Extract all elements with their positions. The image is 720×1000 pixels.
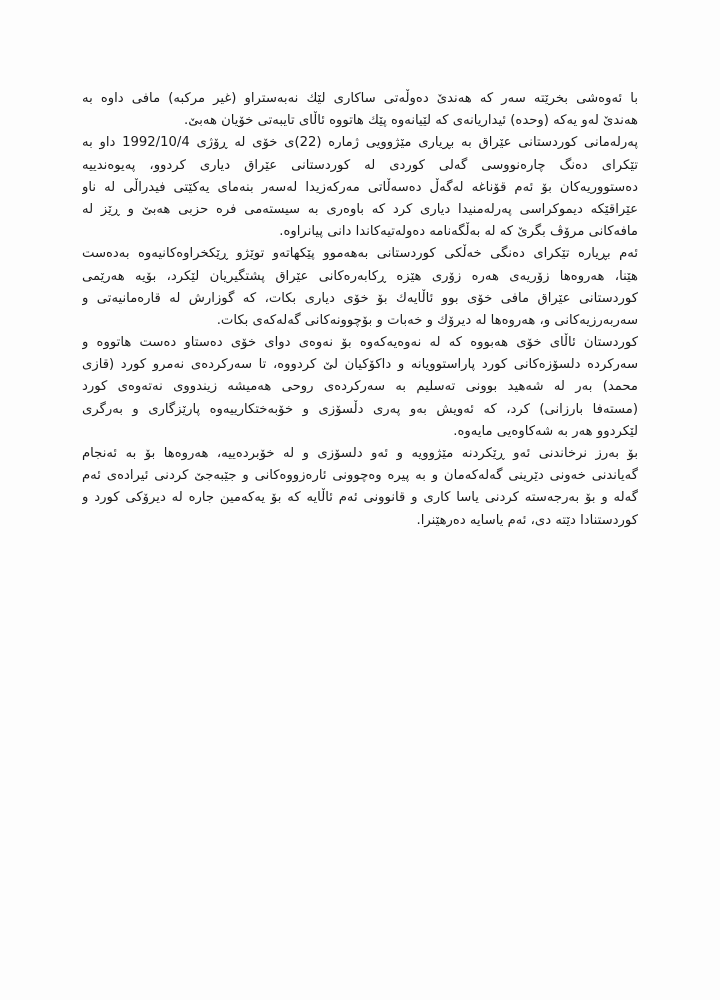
paragraph-flag-right bbox=[82, 88, 638, 132]
text-line: لێکردوو هەر بە شەکاوەیی مایەوە. bbox=[453, 423, 638, 439]
text-line: هەندێ لەو یەکە (وحدە) ئیداریانەی کە لێیانەوە پێك هاتووە ئاڵای تایبەتی خۆیان هەبێ. bbox=[184, 113, 638, 129]
text-line: بۆ بەرز نرخاندنی ئەو ڕێکردنە مێژوویە و ئەو دلسۆزی و لە خۆبردەییە، هەروەها بۆ بە ئەنجام bbox=[82, 446, 638, 461]
text-line: گەیاندنی خەونی دێرینی گەلەکەمان و بە پیرە وەچوونی ئارەزووەکانی و جێبەجێ کردنی ئیرادەی ئەم bbox=[82, 468, 638, 484]
text-line: سەرکردە دلسۆزەکانی کورد پاراستوویانە و داکۆکیان لێ کردووە، تا سەرکردەی نەمرو کورد (قازی bbox=[82, 357, 638, 373]
paragraph-public-support bbox=[82, 243, 638, 332]
text-line: با ئەوەشی بخرێتە سەر کە هەندێ دەوڵەتی ساکاری لێك نەبەستراو (غیر مرکبە) مافی داوە بە bbox=[82, 91, 638, 106]
text-line: ئەم بڕیارە تێکرای دەنگی خەڵکی کوردستانی بەهەموو پێکهاتەو توێژو ڕێکخراوەکانیەوە بەدەست bbox=[82, 246, 638, 262]
text-line: پەرلەمانی کوردستانی عێراق بە بڕیاری مێژوویی ژمارە (22)ی خۆی لە ڕۆژی 1992/10/4 داو بە bbox=[82, 135, 638, 151]
text-line: دەستووریەکان بۆ ئەم قۆناغە لەگەڵ دەسەڵاتی مەرکەزیدا لەسەر بنەمای یەکێتی فیدراڵی لە ناو bbox=[82, 179, 638, 195]
paragraph-parliament-decision bbox=[82, 132, 638, 243]
text-line: کوردستانی عێراق مافی خۆی بوو ئاڵایەك بۆ خۆی دیاری بکات، کە گوزارش لە قارەمانیەتی و bbox=[82, 290, 638, 306]
text-line: گەلە و بۆ بەرجەستە کردنی یاسا کاری و قانوونی ئەم ئاڵایە کە بۆ یەکەمین جارە لە دیرۆکی کورد و bbox=[82, 490, 638, 506]
paragraph-flag-history bbox=[82, 332, 638, 443]
text-line: محمد) بەر لە شەهید بوونی تەسلیم بە سەرکردەی روحی هەمیشە زیندووی نەتەوەی کورد bbox=[82, 379, 638, 395]
text-line: تێکرای دەنگ چارەنووسی گەلی کوردی لە کوردستانی عێراق دیاری کردوو، پەیوەندییە bbox=[82, 157, 638, 173]
paragraph-law-enactment bbox=[82, 443, 638, 532]
text-line: کوردستنادا دێتە دی، ئەم یاسایە دەرهێنرا. bbox=[416, 512, 638, 528]
text-line: کوردستان ئاڵای خۆی هەبووە کە لە نەوەیەکەوە بۆ نەوەی دوای خۆی دەستاو دەست هاتووە و bbox=[82, 335, 638, 351]
text-line: سەربەرزیەکانی و، هەروەها لە دیرۆك و خەبات و بۆچوونەکانی گەلەکەی بکات. bbox=[216, 312, 638, 328]
text-line: هێنا، هەروەها زۆریەی هەرە زۆری هێزە ڕکابەرەکانی عێراق پشتگیریان لێکرد، بۆیە هەرێمی bbox=[82, 268, 638, 284]
text-line: مافەکانی مرۆڤ بگرێ کە لە بەڵگەنامە دەولەتیەکاندا دانی پیانراوە. bbox=[279, 224, 638, 240]
document-body bbox=[82, 88, 638, 532]
text-line: (مستەفا بارزانی) کرد، کە ئەویش بەو پەری دڵسۆزی و خۆبەختکارییەوە پارێزگاری و بەرگری bbox=[82, 401, 638, 417]
text-line: عێراقێکە دیموکراسی پەرلەمنیدا دیاری کرد کە باوەری بە سیستەمی فرە حزبی هەبێ و ڕێز لە bbox=[82, 201, 638, 217]
